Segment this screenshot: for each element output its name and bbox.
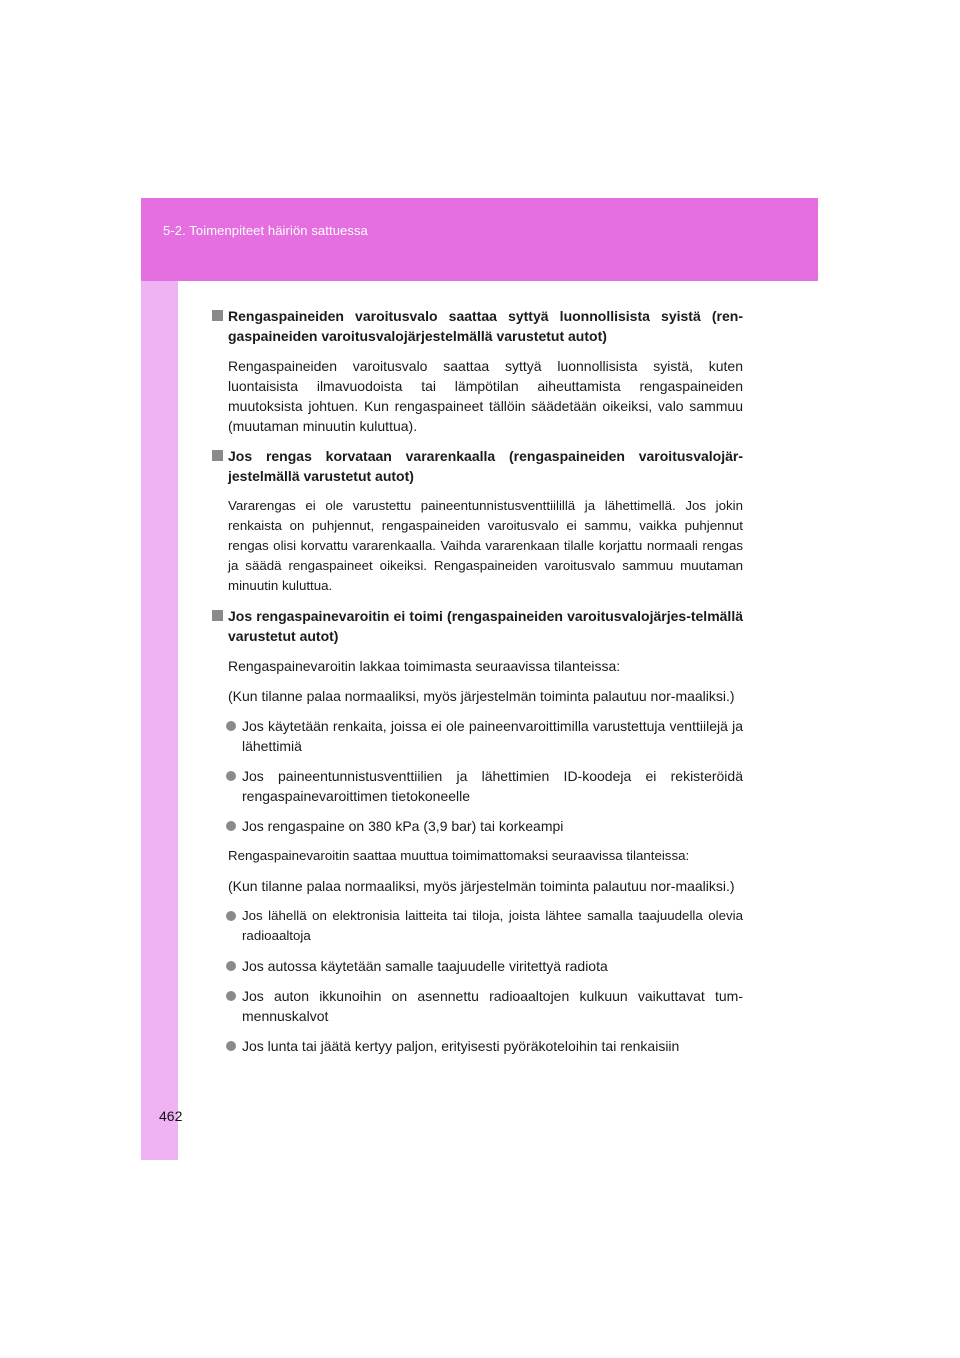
list-item-text: Jos paineentunnistusventtiilien ja lähettimien ID-koodeja ei rekisteröidä rengaspainevaroittimen tietokoneelle <box>242 768 743 804</box>
list-item <box>212 956 743 976</box>
round-bullet-icon <box>226 821 236 831</box>
section-note: (Kun tilanne palaa normaaliksi, myös järjestelmän toiminta palautuu nor-maaliksi.) <box>228 688 735 704</box>
list-item <box>212 766 743 806</box>
square-bullet-icon <box>212 450 223 461</box>
round-bullet-icon <box>226 721 236 731</box>
section-heading <box>212 446 743 486</box>
section-body: Rengaspaineiden varoitusvalo saattaa syttyä luonnollisista syistä, kuten luontaisista ilmavuodoista tai lämpötilan aiheuttamista rengaspaineiden muutoksista johtuen. Kun rengaspaineet tällöin säädetään oikeiksi, valo sammuu (muutaman minuutin kuluttua). <box>228 358 743 434</box>
section-heading-text: Jos rengaspainevaroitin ei toimi (rengaspaineiden varoitusvalojärjes-telmällä varustetut autot) <box>228 608 743 644</box>
section-intro: Rengaspainevaroitin saattaa muuttua toimimattomaksi seuraavissa tilanteissa: <box>228 848 690 863</box>
section-body: Vararengas ei ole varustettu paineentunnistusventtiilillä ja lähettimellä. Jos jokin renkaista on puhjennut, rengaspaineiden varoitusvalo ei sammu, vaikka puhjennut rengas olisi korvattu vararenkaalla. Vaihda vararenkaan tilalle korjattu normaali rengas ja säädä rengaspaineet oikeiksi. Rengaspaineiden varoitusvalo sammuu muutaman minuutin kuluttua. <box>228 498 743 593</box>
side-strip <box>141 281 178 1160</box>
list-item <box>212 1036 743 1056</box>
round-bullet-icon <box>226 1041 236 1051</box>
section-heading <box>212 606 743 646</box>
square-bullet-icon <box>212 310 223 321</box>
section-title: 5-2. Toimenpiteet häiriön sattuessa <box>163 223 368 238</box>
list-item <box>212 716 743 756</box>
list-item-text: Jos auton ikkunoihin on asennettu radioaaltojen kulkuun vaikuttavat tum-mennuskalvot <box>242 988 743 1024</box>
page-content <box>212 306 743 1066</box>
list-item-text: Jos lähellä on elektronisia laitteita tai tiloja, joista lähtee samalla taajuudella olevia radioaaltoja <box>242 908 743 943</box>
round-bullet-icon <box>226 991 236 1001</box>
list-item-text: Jos lunta tai jäätä kertyy paljon, erityisesti pyöräkoteloihin tai renkaisiin <box>242 1038 680 1054</box>
list-item-text: Jos rengaspaine on 380 kPa (3,9 bar) tai korkeampi <box>242 818 564 834</box>
round-bullet-icon <box>226 911 236 921</box>
section-note: (Kun tilanne palaa normaaliksi, myös järjestelmän toiminta palautuu nor-maaliksi.) <box>228 878 735 894</box>
list-item-text: Jos käytetään renkaita, joissa ei ole paineenvaroittimilla varustettuja venttiilejä ja lähettimiä <box>242 718 743 754</box>
section-header-band <box>141 198 818 281</box>
round-bullet-icon <box>226 961 236 971</box>
section-intro: Rengaspainevaroitin lakkaa toimimasta seuraavissa tilanteissa: <box>228 658 621 674</box>
list-item-text: Jos autossa käytetään samalle taajuudelle viritettyä radiota <box>242 958 608 974</box>
section-heading-text: Rengaspaineiden varoitusvalo saattaa syttyä luonnollisista syistä (ren-gaspaineiden varoitusvalojärjestelmällä varustetut autot) <box>228 308 743 344</box>
page-number: 462 <box>159 1108 183 1124</box>
list-item <box>212 816 743 836</box>
round-bullet-icon <box>226 771 236 781</box>
square-bullet-icon <box>212 610 223 621</box>
section-heading <box>212 306 743 346</box>
list-item <box>212 906 743 946</box>
list-item <box>212 986 743 1026</box>
section-heading-text: Jos rengas korvataan vararenkaalla (rengaspaineiden varoitusvalojär-jestelmällä varustetut autot) <box>228 448 743 484</box>
